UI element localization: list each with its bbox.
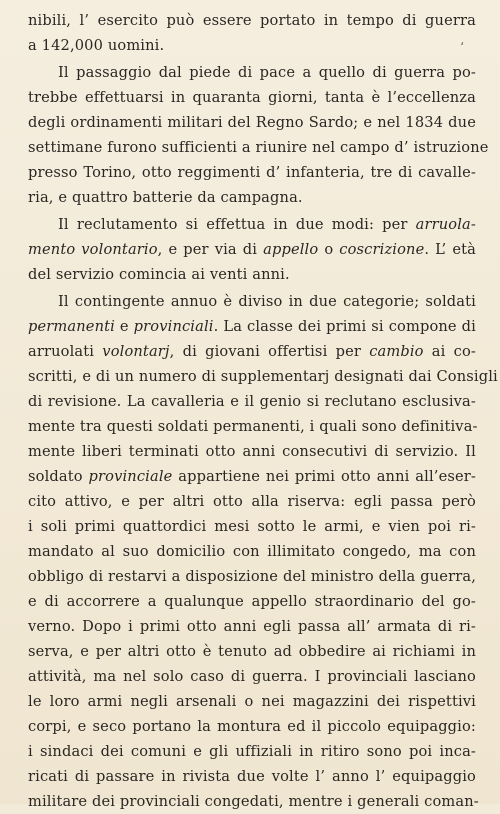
text-line: mento volontario, e per via di appello o coscrizione. L’ età <box>28 241 476 258</box>
text-line: ricati di passare in rivista due volte l’ anno l’ equipaggio <box>28 768 476 785</box>
paragraph-2 <box>28 60 489 210</box>
paragraph-4 <box>28 289 498 814</box>
text-line: militare dei provinciali congedati, mentre i generali coman- <box>28 793 479 810</box>
text-line: a 142,000 uomini. <box>28 37 165 54</box>
paragraph-1 <box>28 8 476 58</box>
text-line: nibili, l’ esercito può essere portato in tempo di guerra <box>28 12 476 29</box>
text-line: le loro armi negli arsenali o nei magazzini dei rispettivi <box>28 693 476 710</box>
text-line: presso Torino, otto reggimenti d’ infanteria, tre di cavalle- <box>28 164 476 181</box>
paragraph-3 <box>28 212 476 287</box>
text-line: trebbe effettuarsi in quaranta giorni, tanta è l’eccellenza <box>28 89 476 106</box>
text-line: settimane furono sufficienti a riunire nel campo d’ istruzione <box>28 139 489 156</box>
text-line: soldato provinciale appartiene nei primi otto anni all’eser- <box>28 468 476 485</box>
text-line: e di accorrere a qualunque appello straordinario del go- <box>28 593 476 610</box>
text-line: corpi, e seco portano la montura ed il piccolo equipaggio: <box>28 718 476 735</box>
text-line: degli ordinamenti militari del Regno Sardo; e nel 1834 due <box>28 114 476 131</box>
text-line: obbligo di restarvi a disposizione del ministro della guerra, <box>28 568 476 585</box>
text-line: scritti, e di un numero di supplementarj designati dai Consigli <box>28 368 498 385</box>
text-line: i sindaci dei comuni e gli uffiziali in ritiro sono poi inca- <box>28 743 476 760</box>
text-line: Il reclutamento si effettua in due modi: per arruola- <box>58 216 476 233</box>
text-line: di revisione. La cavalleria e il genio si reclutano esclusiva- <box>28 393 476 410</box>
margin-mark: ‘ <box>460 40 464 54</box>
text-line: verno. Dopo i primi otto anni egli passa all’ armata di ri- <box>28 618 476 635</box>
text-line: serva, e per altri otto è tenuto ad obbedire ai richiami in <box>28 643 476 660</box>
text-line: attività, ma nel solo caso di guerra. I provinciali lasciano <box>28 668 476 685</box>
text-line: i soli primi quattordici mesi sotto le armi, e vien poi ri- <box>28 518 476 535</box>
text-line: permanenti e provinciali. La classe dei primi si compone di <box>28 318 476 335</box>
text-line: Il contingente annuo è diviso in due categorie; soldati <box>58 293 476 310</box>
text-line: del servizio comincia ai venti anni. <box>28 266 290 283</box>
text-line: cito attivo, e per altri otto alla riserva: egli passa però <box>28 493 476 510</box>
text-line: arruolati volontarj, di giovani offertisi per cambio ai co- <box>28 343 477 360</box>
text-line: mente tra questi soldati permanenti, i quali sono definitiva- <box>28 418 478 435</box>
text-line: Il passaggio dal piede di pace a quello di guerra po- <box>58 64 476 81</box>
text-line: mandato al suo domicilio con illimitato congedo, ma con <box>28 543 476 560</box>
text-line: mente liberi terminati otto anni consecutivi di servizio. Il <box>28 443 476 460</box>
text-line: ria, e quattro batterie da campagna. <box>28 189 303 206</box>
